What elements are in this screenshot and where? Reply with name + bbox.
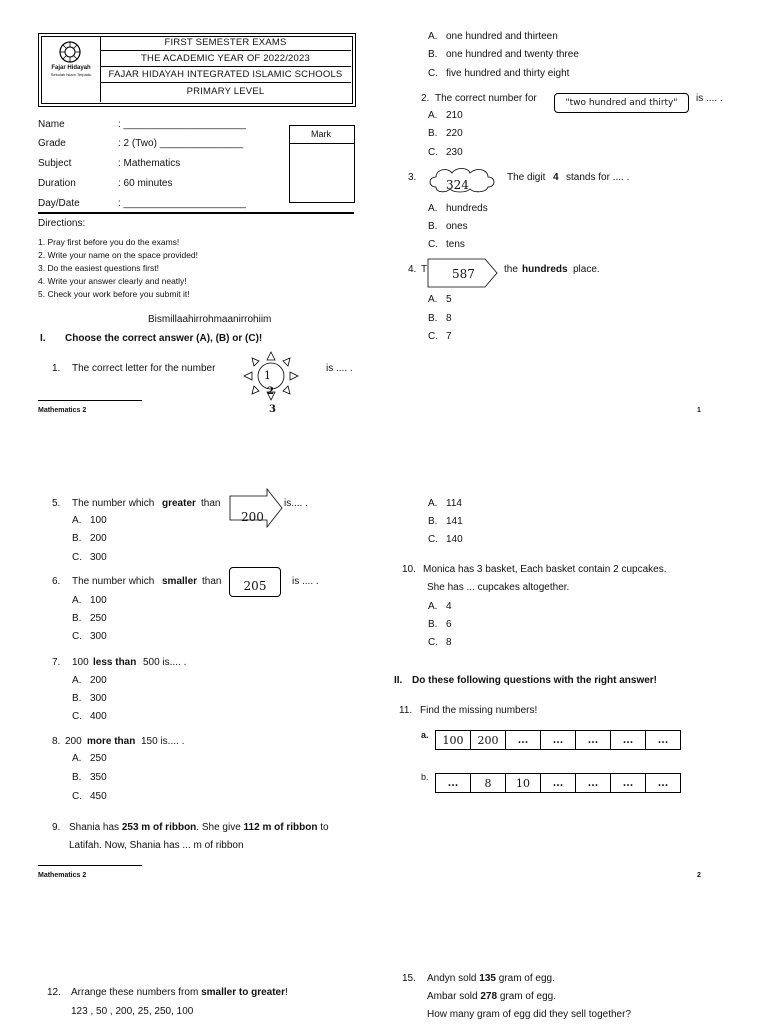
q6-option-a[interactable]: A. 100 <box>72 595 107 606</box>
header-line-4: PRIMARY LEVEL <box>186 86 265 97</box>
q12-numbers: 123 , 50 , 200, 25, 250, 100 <box>71 1006 194 1017</box>
subject-value: : Mathematics <box>118 158 181 169</box>
q5-number: 5. <box>52 498 61 509</box>
sequence-blank-cell[interactable]: ... <box>576 731 611 750</box>
q7-pre: 100 <box>72 657 89 668</box>
q12-text: Arrange these numbers from smaller to greater! <box>71 987 288 998</box>
q7-option-b[interactable]: B. 300 <box>72 693 107 704</box>
q8-bold: more than <box>87 736 136 747</box>
footer-subject: Mathematics 2 <box>38 872 87 879</box>
sequence-cell: 200 <box>471 731 506 750</box>
q1-text: The correct letter for the number <box>72 363 216 374</box>
grade-value: : 2 (Two) _______________ <box>118 138 244 149</box>
sequence-blank-cell[interactable]: ... <box>436 774 471 793</box>
q3-option-b[interactable]: B. ones <box>428 221 468 232</box>
q6-tail: is .... . <box>292 576 319 587</box>
q1-number: 1. <box>52 363 61 374</box>
direction-item: 2. Write your name on the space provided! <box>38 250 199 260</box>
name-field[interactable]: : ______________________ <box>118 119 246 130</box>
footer-subject: Mathematics 2 <box>38 407 87 414</box>
q6-option-b[interactable]: B. 250 <box>72 613 107 624</box>
q6-bold-word: smaller <box>162 576 198 587</box>
q11-a-sequence <box>435 730 681 750</box>
q15-number: 15. <box>402 973 416 984</box>
q11-number: 11. <box>399 705 413 716</box>
q11-b-label: b. <box>421 772 429 782</box>
sun-number-top: 1 <box>264 369 271 382</box>
q4-tail: place. <box>573 264 600 275</box>
q2-option-c[interactable]: C. 230 <box>428 147 463 158</box>
q6-number: 6. <box>52 576 61 587</box>
header-line-1: FIRST SEMESTER EXAMS <box>164 37 287 48</box>
q6-option-c[interactable]: C. 300 <box>72 631 107 642</box>
sequence-blank-cell[interactable]: ... <box>646 731 681 750</box>
q5-arrow-number: 200 <box>241 510 264 524</box>
q4-option-c[interactable]: C. 7 <box>428 331 452 342</box>
q4-text-the: the <box>504 264 518 275</box>
sequence-blank-cell[interactable]: ... <box>541 774 576 793</box>
q6-text-2: than <box>202 576 222 587</box>
q7-bold: less than <box>93 657 137 668</box>
sequence-blank-cell[interactable]: ... <box>541 731 576 750</box>
header-line-3: FAJAR HIDAYAH INTEGRATED ISLAMIC SCHOOLS <box>108 69 343 80</box>
q3-number: 3. <box>408 172 417 183</box>
q1-option-c[interactable]: C. five hundred and thirty eight <box>428 68 570 79</box>
sequence-cell: 100 <box>436 731 471 750</box>
q4-number: 4. <box>408 264 417 275</box>
q10-text-line-2: She has ... cupcakes altogether. <box>427 582 570 593</box>
q3-option-c[interactable]: C. tens <box>428 239 465 250</box>
q9-text-line-2: Latifah. Now, Shania has ... m of ribbon <box>69 840 244 851</box>
sequence-blank-cell[interactable]: ... <box>646 774 681 793</box>
header-line-2: THE ACADEMIC YEAR OF 2022/2023 <box>141 53 310 64</box>
q5-option-a[interactable]: A. 100 <box>72 515 107 526</box>
q4-arrow-number: 587 <box>452 267 475 281</box>
page-number: 2 <box>697 872 701 879</box>
directions-title: Directions: <box>38 218 86 229</box>
q8-option-c[interactable]: C. 450 <box>72 791 107 802</box>
header-rule <box>100 82 351 83</box>
name-label: Name <box>38 119 65 130</box>
q2-text: The correct number for <box>435 93 537 104</box>
q9-number: 9. <box>52 822 61 833</box>
duration-label: Duration <box>38 178 76 189</box>
duration-value: : 60 minutes <box>118 178 173 189</box>
q10-option-a[interactable]: A. 4 <box>428 601 452 612</box>
q6-box-number: 205 <box>229 567 281 597</box>
q7-tail: 500 is.... . <box>143 657 187 668</box>
q10-text: Monica has 3 basket, Each basket contain 2 cupcakes. <box>423 564 667 575</box>
q8-number: 8. <box>52 736 61 747</box>
sun-number-bottom: 3 <box>269 404 276 415</box>
q2-option-a[interactable]: A. 210 <box>428 110 463 121</box>
q1-tail: is .... . <box>326 363 353 374</box>
header-rule <box>100 50 351 51</box>
q5-option-b[interactable]: B. 200 <box>72 533 107 544</box>
q9-option-a[interactable]: A. 114 <box>428 498 462 509</box>
q9-option-b[interactable]: B. 141 <box>428 516 463 527</box>
q9-option-c[interactable]: C. 140 <box>428 534 463 545</box>
subject-label: Subject <box>38 158 72 169</box>
sun-number-middle: 2 <box>267 386 274 397</box>
section-1-title: Choose the correct answer (A), (B) or (C)! <box>65 333 263 344</box>
sequence-blank-cell[interactable]: ... <box>611 774 646 793</box>
mark-box-divider <box>289 143 354 144</box>
q15-line-1: Andyn sold 135 gram of egg. <box>427 973 555 984</box>
q1-option-a[interactable]: A. one hundred and thirteen <box>428 31 558 42</box>
footer-rule <box>38 865 142 866</box>
q1-option-b[interactable]: B. one hundred and twenty three <box>428 49 579 60</box>
q3-cloud-number: 324 <box>446 178 469 192</box>
page-number: 1 <box>697 407 701 414</box>
sequence-cell: 8 <box>471 774 506 793</box>
logo-subtitle: Sekolah Islam Terpadu <box>50 72 92 77</box>
logo-name: Fajar Hidayah <box>51 65 91 71</box>
q11-b-sequence <box>435 773 681 793</box>
q5-tail: is.... . <box>284 498 308 509</box>
q12-number: 12. <box>47 987 61 998</box>
q3-digit: 4 <box>553 172 559 183</box>
q15-line-3: How many gram of egg did they sell together? <box>427 1009 631 1020</box>
grade-label: Grade <box>38 138 66 149</box>
q5-bold-word: greater <box>162 498 196 509</box>
day-date-field[interactable]: : ______________________ <box>118 198 246 209</box>
q5-text-2: than <box>201 498 221 509</box>
header-rule <box>100 66 351 67</box>
section-2-title: Do these following questions with the right answer! <box>412 675 658 686</box>
school-logo-icon <box>58 40 82 64</box>
section-1-number: I. <box>40 333 46 344</box>
sequence-blank-cell[interactable]: ... <box>506 731 541 750</box>
q4-pre: T <box>421 264 428 275</box>
q15-line-2: Ambar sold 278 gram of egg. <box>427 991 556 1002</box>
direction-item: 3. Do the easiest questions first! <box>38 263 159 273</box>
direction-item: 4. Write your answer clearly and neatly! <box>38 276 187 286</box>
q5-option-c[interactable]: C. 300 <box>72 552 107 563</box>
q10-option-b[interactable]: B. 6 <box>428 619 452 630</box>
bismillah: Bismillaahirrohmaanirrohiim <box>148 314 272 325</box>
q7-option-c[interactable]: C. 400 <box>72 711 107 722</box>
q8-pre: 200 <box>65 736 82 747</box>
q3-text-a: The digit <box>507 172 546 183</box>
sequence-blank-cell[interactable]: ... <box>611 731 646 750</box>
q7-number: 7. <box>52 657 61 668</box>
q4-bold-word: hundreds <box>522 264 568 275</box>
q4-option-b[interactable]: B. 8 <box>428 313 452 324</box>
section-2-number: II. <box>394 675 403 686</box>
q8-tail: 150 is.... . <box>141 736 185 747</box>
direction-item: 1. Pray first before you do the exams! <box>38 237 180 247</box>
sequence-cell: 10 <box>506 774 541 793</box>
q5-text: The number which <box>72 498 155 509</box>
q2-number: 2. <box>421 93 430 104</box>
q2-option-b[interactable]: B. 220 <box>428 128 463 139</box>
direction-item: 5. Check your work before you submit it! <box>38 289 190 299</box>
day-date-label: Day/Date <box>38 198 80 209</box>
q10-number: 10. <box>402 564 416 575</box>
mark-label: Mark <box>311 129 331 139</box>
q7-option-a[interactable]: A. 200 <box>72 675 107 686</box>
footer-rule <box>38 400 142 401</box>
q4-option-a[interactable]: A. 5 <box>428 294 452 305</box>
q3-option-a[interactable]: A. hundreds <box>428 203 488 214</box>
q11-a-label: a. <box>421 730 429 740</box>
q8-option-b[interactable]: B. 350 <box>72 772 107 783</box>
q10-option-c[interactable]: C. 8 <box>428 637 452 648</box>
q6-text: The number which <box>72 576 155 587</box>
q2-tail: is .... . <box>696 93 723 104</box>
q8-option-a[interactable]: A. 250 <box>72 753 107 764</box>
sequence-blank-cell[interactable]: ... <box>576 774 611 793</box>
info-divider <box>38 212 354 214</box>
q3-text-b: stands for .... . <box>566 172 630 183</box>
q9-text: Shania has 253 m of ribbon. She give 112 m of ribbon to <box>69 822 329 833</box>
q2-boxed-words: "two hundred and thirty" <box>554 93 689 113</box>
q11-text: Find the missing numbers! <box>420 705 538 716</box>
